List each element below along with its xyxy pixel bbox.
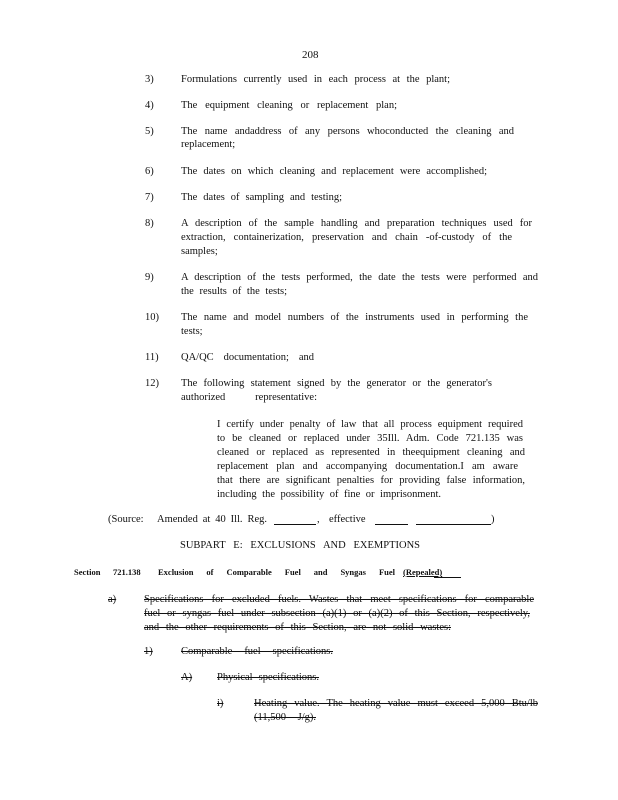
source-register-blank <box>274 524 316 525</box>
section-status-underline <box>434 577 461 578</box>
item-10-line-2: tests; <box>181 326 203 337</box>
item-12-line-1: The following statement signed by the generator or the generator's <box>181 378 492 389</box>
subsection-a-line-1: Specifications for excluded fuels. Wastes that meet specifications for comparable <box>144 594 534 605</box>
item-11-number: 11) <box>145 352 159 363</box>
subsection-a-line-2: fuel or syngas fuel under subsection (a)(1) or (a)(2) of this Section, respectively, <box>144 608 530 619</box>
item-9-line-2: the results of the tests; <box>181 286 287 297</box>
item-4-number: 4) <box>145 100 154 111</box>
source-prefix: (Source: <box>108 514 144 525</box>
item-7-number: 7) <box>145 192 154 203</box>
section-status: (Repealed) <box>403 567 443 577</box>
item-5-line-2: replacement; <box>181 139 236 150</box>
source-effective-blank-2 <box>416 524 491 525</box>
source-close: ) <box>491 514 495 525</box>
item-8-number: 8) <box>145 218 154 229</box>
subsection-a-line-3: and the other requirements of this Section, are not solid wastes: <box>144 622 451 633</box>
certification-line-4: replacement plan and accompanying documentation.I am aware <box>217 461 518 472</box>
page-number: 208 <box>302 49 319 61</box>
certification-line-2: to be cleaned or replaced under 35Ill. Adm. Code 721.135 was <box>217 433 523 444</box>
certification-line-6: including the possibility of fine or imprisonment. <box>217 489 441 500</box>
certification-line-1: I certify under penalty of law that all process equipment required <box>217 419 523 430</box>
subpart-heading: SUBPART E: EXCLUSIONS AND EXEMPTIONS <box>180 540 420 551</box>
item-9-line-1: A description of the tests performed, the date the tests were performed and <box>181 272 538 283</box>
item-3-number: 3) <box>145 74 154 85</box>
item-12-line-2: authorized representative: <box>181 392 317 403</box>
source-comma: , <box>317 514 320 525</box>
subsection-a-label: a) <box>108 594 117 605</box>
item-5-line-1: The name andaddress of any persons whoconducted the cleaning and <box>181 126 514 137</box>
item-8-line-3: samples; <box>181 246 218 257</box>
subdivision-i-line-1: Heating value. The heating value must exceed 5,000 Btu/lb <box>254 698 538 709</box>
item-3-line-1: Formulations currently used in each process at the plant; <box>181 74 450 85</box>
subparagraph-A-label: A) <box>181 672 193 683</box>
item-6-number: 6) <box>145 166 154 177</box>
item-8-line-2: extraction, containerization, preservation and chain -of-custody of the <box>181 232 512 243</box>
item-10-number: 10) <box>145 312 159 323</box>
item-5-number: 5) <box>145 126 154 137</box>
certification-line-3: cleaned or replaced as represented in theequipment cleaning and <box>217 447 525 458</box>
section-label: Section <box>74 567 101 577</box>
item-7-line-1: The dates of sampling and testing; <box>181 192 342 203</box>
source-effective: effective <box>329 514 366 525</box>
item-4-line-1: The equipment cleaning or replacement plan; <box>181 100 397 111</box>
item-11-line-1: QA/QC documentation; and <box>181 352 314 363</box>
source-amended: Amended at 40 Ill. Reg. <box>157 514 267 525</box>
paragraph-1-text: Comparable fuel specifications. <box>181 646 333 657</box>
section-title: Exclusion of Comparable Fuel and Syngas Fuel <box>158 567 395 577</box>
certification-line-5: that there are significant penalties for providing false information, <box>217 475 525 486</box>
item-8-line-1: A description of the sample handling and preparation techniques used for <box>181 218 532 229</box>
subdivision-i-line-2: (11,500 J/g). <box>254 712 316 723</box>
source-effective-blank-1 <box>375 524 408 525</box>
paragraph-1-label: 1) <box>144 646 153 657</box>
subdivision-i-label: i) <box>217 698 224 709</box>
subparagraph-A-text: Physical specifications. <box>217 672 319 683</box>
item-6-line-1: The dates on which cleaning and replacement were accomplished; <box>181 166 487 177</box>
section-number: 721.138 <box>113 567 141 577</box>
item-12-number: 12) <box>145 378 159 389</box>
item-10-line-1: The name and model numbers of the instruments used in performing the <box>181 312 528 323</box>
item-9-number: 9) <box>145 272 154 283</box>
